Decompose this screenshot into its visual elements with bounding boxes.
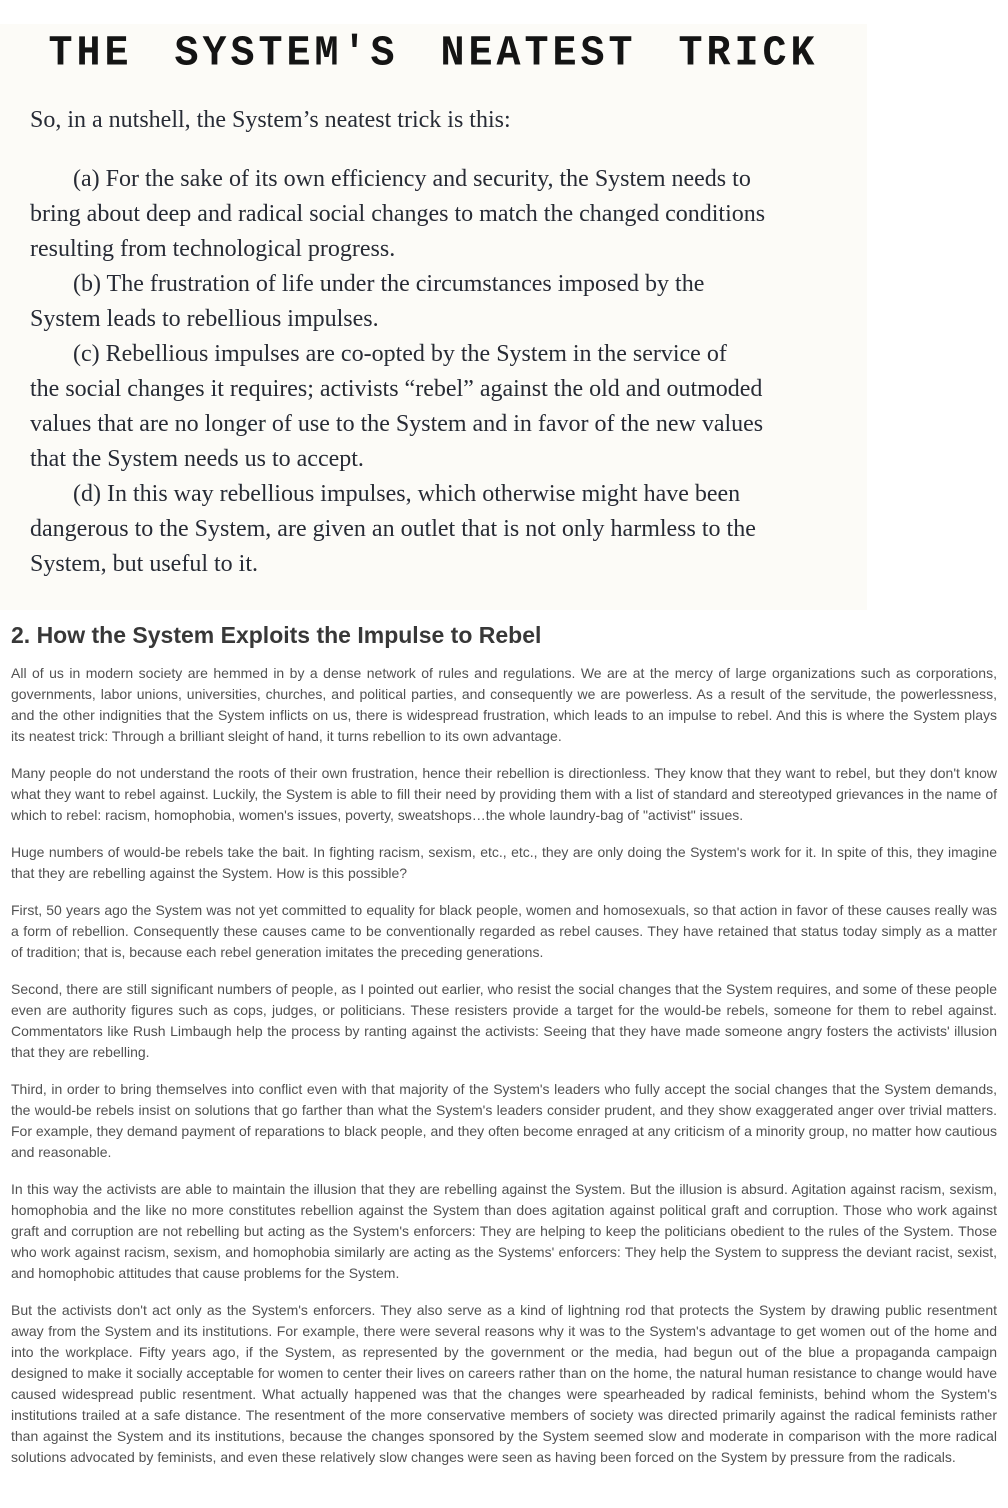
article-paragraph: But the activists don't act only as the System's enforcers. They also serve as a kind of lightning rod that protects the System by drawing public resentment away from the System and its institutions. For example, there were several reasons why it was to the System's advantage to get women out of the home and into the workplace. Fifty years ago, if the System, as represented by the government or the media, had begun out of the blue a propaganda campaign designed to make it socially acceptable for women to center their lives on careers rather than on the home, the natural human resistance to change would have caused widespread public resentment. What actually happened was that the changes were spearheaded by radical feminists, behind whom the System's institutions trailed at a safe distance. The resentment of the more conservative members of society was directed primarily against the radical feminists rather than against the System and its institutions, because the changes sponsored by the System seemed slow and moderate in comparison with the more radical solutions advocated by feminists, and even these relatively slow changes were seen as having been forced on the System by pressure from the radicals. bbox=[11, 1302, 997, 1465]
scan-text-line: dangerous to the System, are given an outlet that is not only harmless to the bbox=[30, 516, 756, 542]
scan-text-line: (c) Rebellious impulses are co-opted by the System in the service of bbox=[73, 341, 727, 367]
scan-text-line: System leads to rebellious impulses. bbox=[30, 306, 379, 332]
article-paragraph: Many people do not understand the roots of their own frustration, hence their rebellion is directionless. They know that they want to rebel, but they don't know what they want to rebel against. Luckily, the System is able to fill their need by providing them with a list of standard and stereotyped grievances in the name of which to rebel: racism, homophobia, women's issues, poverty, sweatshops…the whole laundry-bag of "activist" issues. bbox=[11, 765, 997, 823]
scan-text-line: resulting from technological progress. bbox=[30, 236, 396, 262]
article-paragraph: Second, there are still significant numbers of people, as I pointed out earlier, who resist the social changes that the System requires, and some of these people even are authority figures such as cops, judges, or politicians. These resisters provide a target for the would-be rebels, someone for them to rebel against. Commentators like Rush Limbaugh help the process by ranting against the activists: Seeing that they have made someone angry fosters the activists' illusion that they are rebelling. bbox=[11, 981, 997, 1060]
article-body bbox=[0, 663, 1008, 1508]
article-paragraph: In this way the activists are able to maintain the illusion that they are rebelling against the System. But the illusion is absurd. Agitation against racism, sexism, homophobia and the like no more constitutes rebellion against the System than does agitation against political graft and corruption. Those who work against graft and corruption are not rebelling but acting as the System's enforcers: They are helping to keep the politicians obedient to the rules of the System. Those who work against racism, sexism, and homophobia similarly are acting as the Systems' enforcers: They help the System to suppress the deviant racist, sexist, and homophobic attitudes that cause problems for the System. bbox=[11, 1181, 997, 1281]
scan-text-line: bring about deep and radical social changes to match the changed conditions bbox=[30, 201, 766, 227]
scan-text-line: (b) The frustration of life under the circumstances imposed by the bbox=[73, 271, 705, 297]
scan-text-line: System, but useful to it. bbox=[30, 551, 258, 577]
article-paragraph: Huge numbers of would-be rebels take the bait. In fighting racism, sexism, etc., etc., they are only doing the System's work for it. In spite of this, they imagine that they are rebelling against the System. How is this possible? bbox=[11, 844, 997, 881]
scan-title: THE SYSTEM'S NEATEST TRICK bbox=[48, 30, 819, 79]
book-scan-image bbox=[0, 24, 867, 610]
article-paragraph: Third, in order to bring themselves into conflict even with that majority of the System's leaders who fully accept the social changes that the System demands, the would-be rebels insist on solutions that go farther than what the System's leaders consider prudent, and they show exaggerated anger over trivial matters. For example, they demand payment of reparations to black people, and they often become enraged at any criticism of a minority group, no matter how cautious and reasonable. bbox=[11, 1081, 997, 1160]
scan-text-line: values that are no longer of use to the System and in favor of the new values bbox=[30, 411, 764, 437]
article-paragraph: First, 50 years ago the System was not yet committed to equality for black people, women and homosexuals, so that action in favor of these causes really was a form of rebellion. Consequently these causes came to be conventionally regarded as rebel causes. They have retained that status today simply as a matter of tradition; that is, because each rebel generation imitates the preceding generations. bbox=[11, 902, 997, 960]
section-heading: 2. How the System Exploits the Impulse to Rebel bbox=[11, 622, 542, 648]
scan-text-line: the social changes it requires; activists “rebel” against the old and outmoded bbox=[30, 376, 763, 402]
scan-excerpt-lines bbox=[0, 162, 867, 582]
article-paragraph: All of us in modern society are hemmed in by a dense network of rules and regulations. We are at the mercy of large organizations such as corporations, governments, labor unions, universities, churches, and political parties, and consequently we are powerless. As a result of the servitude, the powerlessness, and the other indignities that the System inflicts on us, there is widespread frustration, which leads to an impulse to rebel. And this is where the System plays its neatest trick: Through a brilliant sleight of hand, it turns rebellion to its own advantage. bbox=[11, 665, 997, 744]
scan-text-line: that the System needs us to accept. bbox=[30, 446, 364, 472]
scan-text-line: (d) In this way rebellious impulses, which otherwise might have been bbox=[73, 481, 741, 507]
scan-intro-line: So, in a nutshell, the System’s neatest trick is this: bbox=[30, 107, 511, 133]
scan-text-line: (a) For the sake of its own efficiency and security, the System needs to bbox=[73, 166, 751, 192]
